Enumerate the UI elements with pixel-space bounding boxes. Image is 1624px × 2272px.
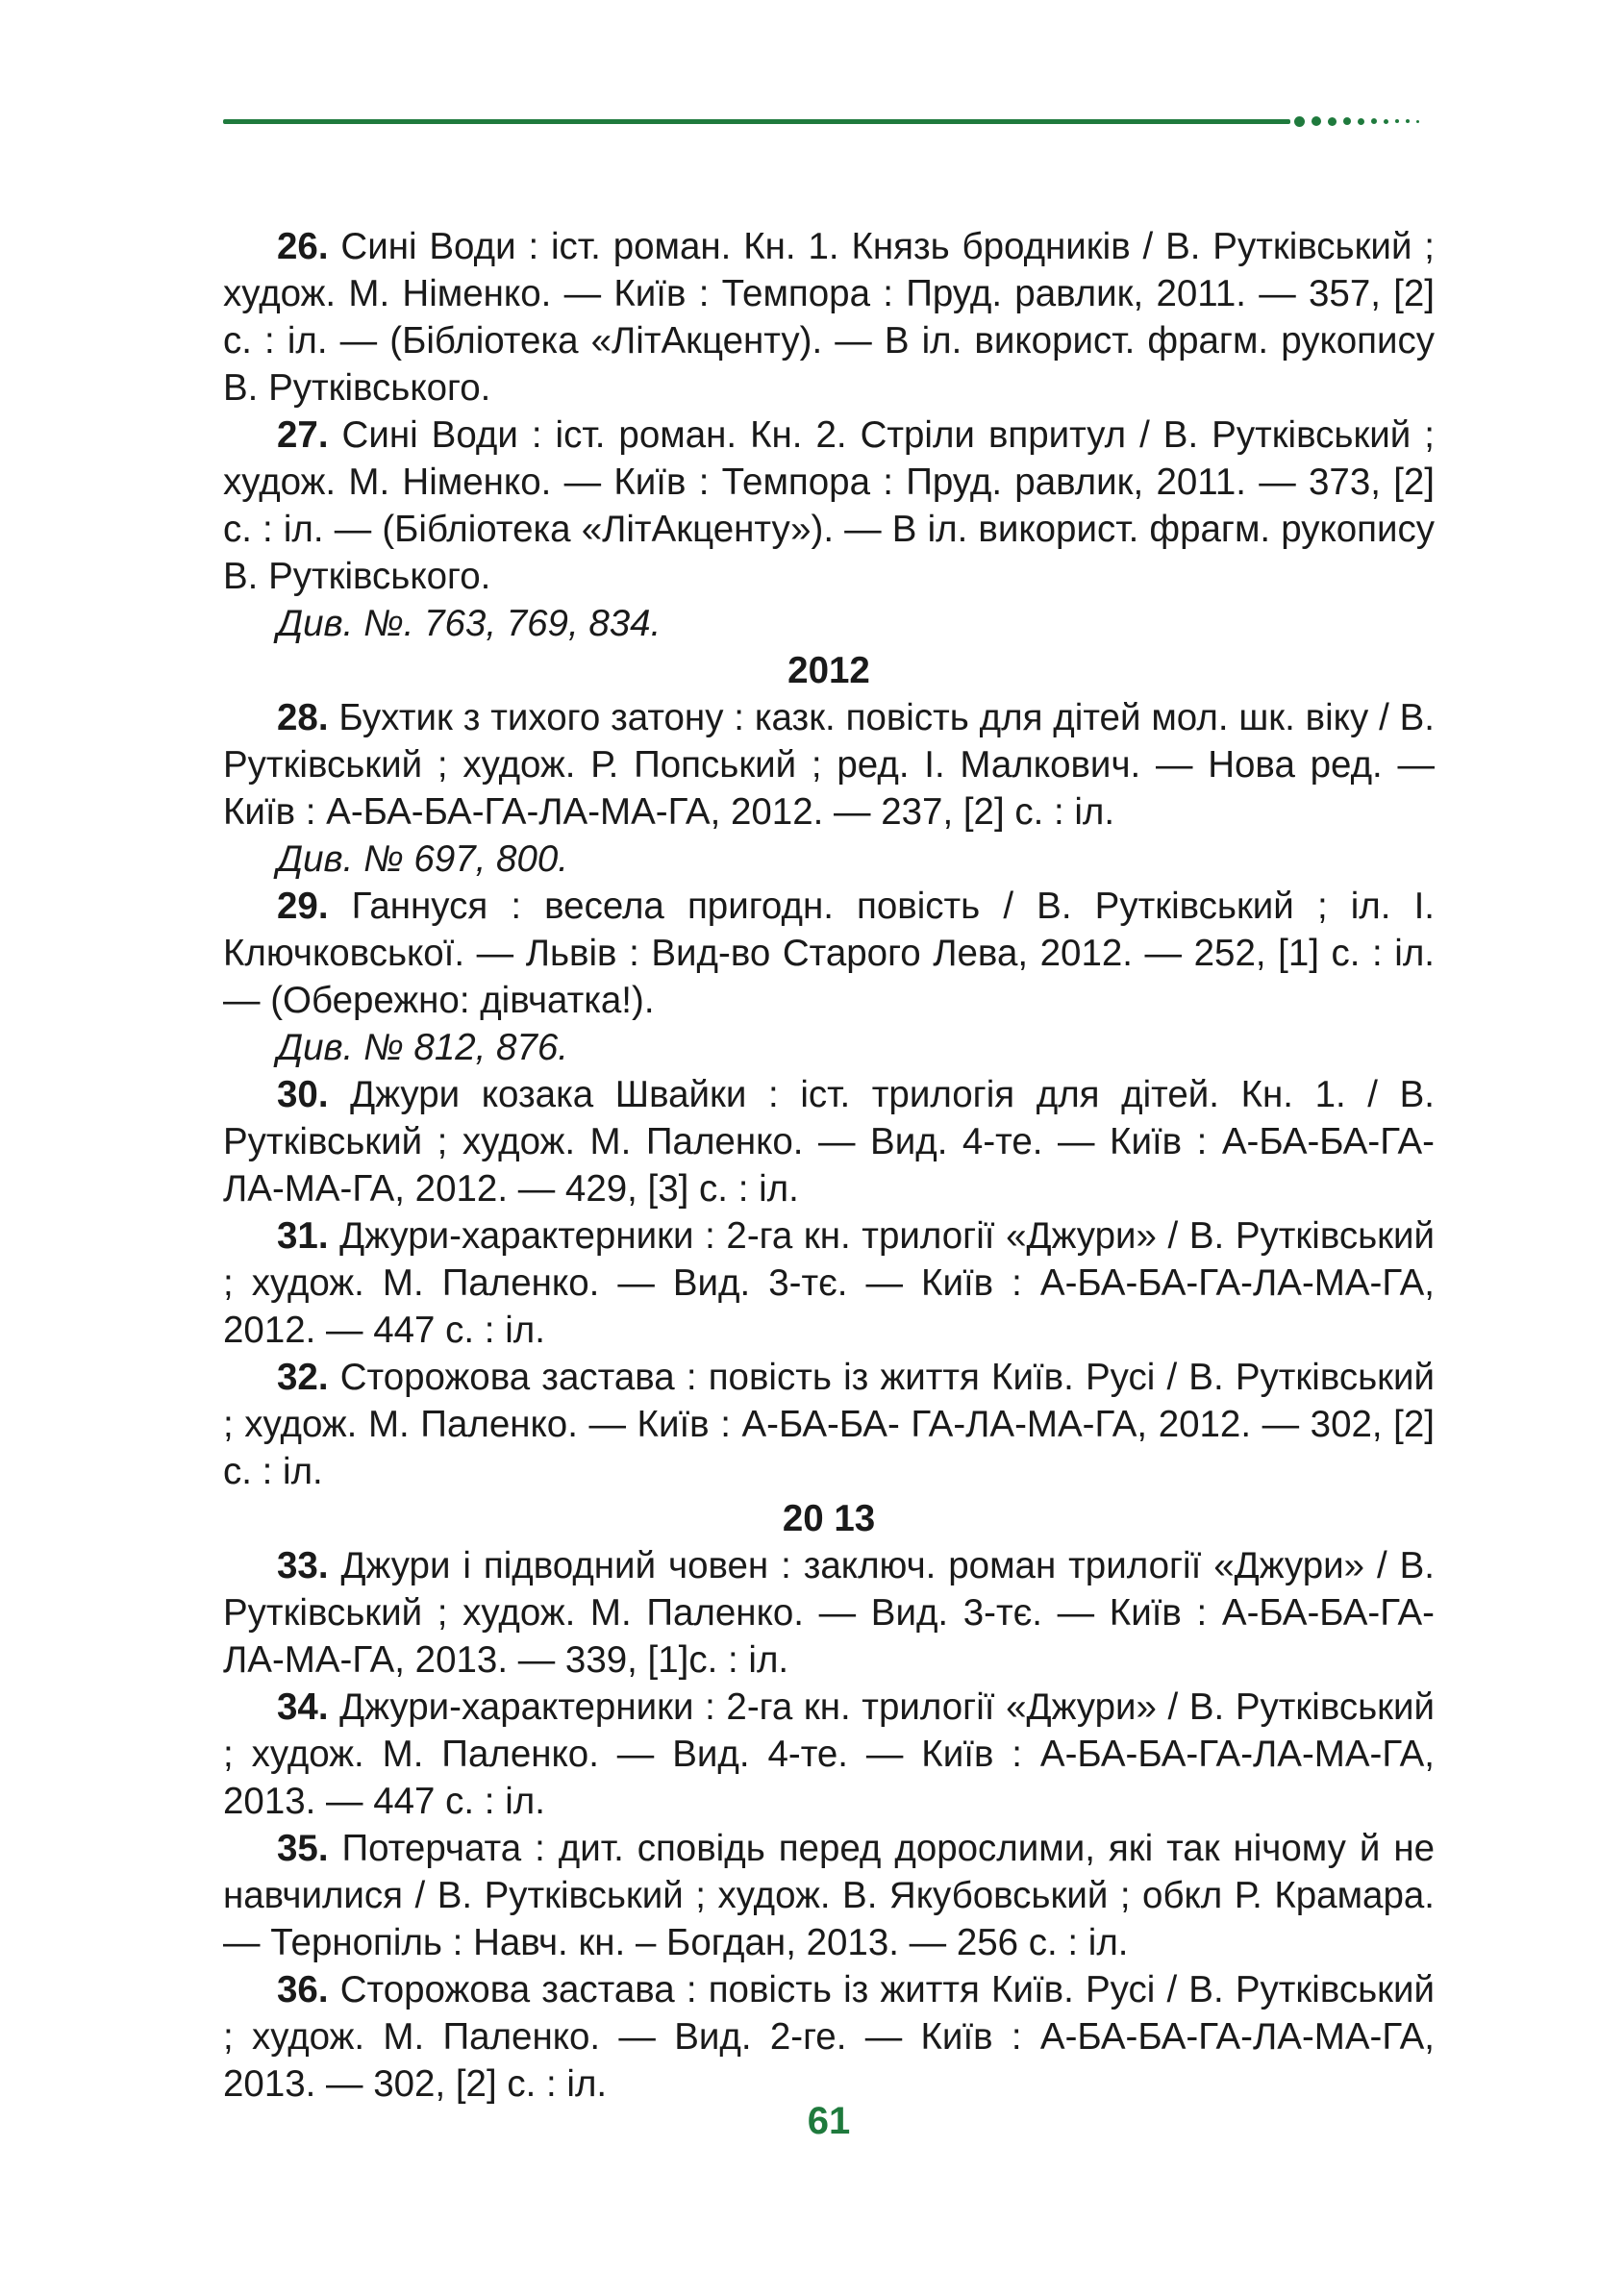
entry-text: Бухтик з тихого затону : казк. повість для дітей мол. шк. віку / В. Рутківський ; худож. Р. Попський ; ред. І. Малкович. — Нова ред. — Київ : А-БА-БА-ГА-ЛА-МА-ГА, 2012. — 237, [2] с. : іл. bbox=[223, 697, 1436, 833]
bibliography-entry bbox=[223, 223, 1435, 412]
header-rule-dots bbox=[1294, 114, 1438, 128]
rule-dot bbox=[1343, 117, 1351, 125]
entry-text: Сині Води : іст. роман. Кн. 2. Стріли впритул / В. Рутківський ; худож. М. Німенко. — Київ : Темпора : Пруд. равлик, 2011. — 373, [2] с. : іл. — (Бібліотека «ЛітАкценту»). — В іл. використ. фрагм. рукопису В. Рутківського. bbox=[223, 414, 1435, 597]
entry-number: 34. bbox=[277, 1686, 329, 1728]
see-also-reference: Див. №. 763, 769, 834. bbox=[277, 603, 662, 644]
entry-text: Ганнуся : весела пригодн. повість / В. Рутківський ; іл. І. Ключковської. — Львів : Вид-во Старого Лева, 2012. — 252, [1] с. : іл. — (Обережно: дівчатка!). bbox=[223, 886, 1435, 1021]
year-heading: 2012 bbox=[787, 650, 870, 691]
bibliography-entry bbox=[223, 1071, 1435, 1212]
bibliography-entry bbox=[223, 1212, 1435, 1354]
entry-text: Сторожова застава : повість із життя Київ. Русі / В. Рутківський ; худож. М. Паленко. — Київ : А-БА-БА- ГА-ЛА-МА-ГА, 2012. — 302, [2] с. : іл. bbox=[223, 1357, 1436, 1492]
see-also-reference: Див. № 697, 800. bbox=[277, 838, 568, 880]
rule-dot bbox=[1384, 119, 1388, 124]
bibliography-entry bbox=[223, 1354, 1435, 1495]
rule-dot bbox=[1371, 118, 1377, 124]
entry-number: 30. bbox=[277, 1074, 329, 1115]
entry-number: 31. bbox=[277, 1215, 329, 1257]
bibliography-entry bbox=[223, 1966, 1435, 2108]
entry-number: 26. bbox=[277, 226, 329, 267]
entry-text: Потерчата : дит. сповідь перед дорослими, які так нічому й не навчилися / В. Рутківський ; худож. В. Якубовський ; обкл Р. Крамара. — Тернопіль : Навч. кн. – Богдан, 2013. — 256 с. : іл. bbox=[223, 1828, 1435, 1963]
entry-number: 29. bbox=[277, 886, 329, 927]
entry-text: Джури-характерники : 2-га кн. трилогії «Джури» / В. Рутківський ; худож. М. Паленко. — Вид. 4-те. — Київ : А-БА-БА-ГА-ЛА-МА-ГА, 2013. — 447 с. : іл. bbox=[223, 1686, 1436, 1822]
rule-dot bbox=[1395, 119, 1399, 123]
bibliography-entry bbox=[223, 694, 1435, 836]
page-number: 61 bbox=[807, 2100, 851, 2142]
entry-text: Джури козака Швайки : іст. трилогія для дітей. Кн. 1. / В. Рутківський ; худож. М. Паленко. — Вид. 4-те. — Київ : А-БА-БА-ГА-ЛА-МА-ГА, 2012. — 429, [3] с. : іл. bbox=[223, 1074, 1435, 1210]
entry-number: 33. bbox=[277, 1545, 329, 1586]
rule-dot bbox=[1312, 116, 1321, 126]
year-heading: 20 13 bbox=[782, 1498, 876, 1539]
bibliography-entry bbox=[223, 1542, 1435, 1684]
entry-text: Джури і підводний човен : заключ. роман трилогії «Джури» / В. Рутківський ; худож. М. Паленко. — Вид. 3-тє. — Київ : А-БА-БА-ГА-ЛА-МА-ГА, 2013. — 339, [1]с. : іл. bbox=[223, 1545, 1435, 1681]
rule-dot bbox=[1358, 118, 1364, 125]
bibliography-entry bbox=[223, 412, 1435, 600]
bibliography-entry bbox=[223, 883, 1435, 1024]
bibliography-entry bbox=[223, 1825, 1435, 1966]
entry-number: 28. bbox=[277, 697, 329, 738]
entry-text: Сині Води : іст. роман. Кн. 1. Князь бродників / В. Рутківський ; худож. М. Німенко. — Київ : Темпора : Пруд. равлик, 2011. — 357, [2] с. : іл. — (Бібліотека «ЛітАкценту). — В іл. використ. фрагм. рукопису В. Рутківського. bbox=[223, 226, 1435, 409]
rule-dot bbox=[1406, 119, 1410, 123]
entry-text: Сторожова застава : повість із життя Київ. Русі / В. Рутківський ; худож. М. Паленко. — Вид. 2-ге. — Київ : А-БА-БА-ГА-ЛА-МА-ГА, 2013. — 302, [2] с. : іл. bbox=[223, 1969, 1436, 2105]
entry-number: 35. bbox=[277, 1828, 329, 1869]
bibliography-entry bbox=[223, 1684, 1435, 1825]
entry-number: 27. bbox=[277, 414, 329, 456]
see-also-reference: Див. № 812, 876. bbox=[277, 1027, 568, 1068]
header-rule bbox=[223, 119, 1290, 124]
bibliography-list bbox=[223, 223, 1435, 2108]
entry-text: Джури-характерники : 2-га кн. трилогії «Джури» / В. Рутківський ; худож. М. Паленко. — Вид. 3-тє. — Київ : А-БА-БА-ГА-ЛА-МА-ГА, 2012. — 447 с. : іл. bbox=[223, 1215, 1436, 1351]
entry-number: 32. bbox=[277, 1357, 329, 1398]
entry-number: 36. bbox=[277, 1969, 329, 2010]
rule-dot bbox=[1294, 116, 1305, 127]
rule-dot bbox=[1416, 120, 1419, 123]
rule-dot bbox=[1328, 117, 1337, 126]
